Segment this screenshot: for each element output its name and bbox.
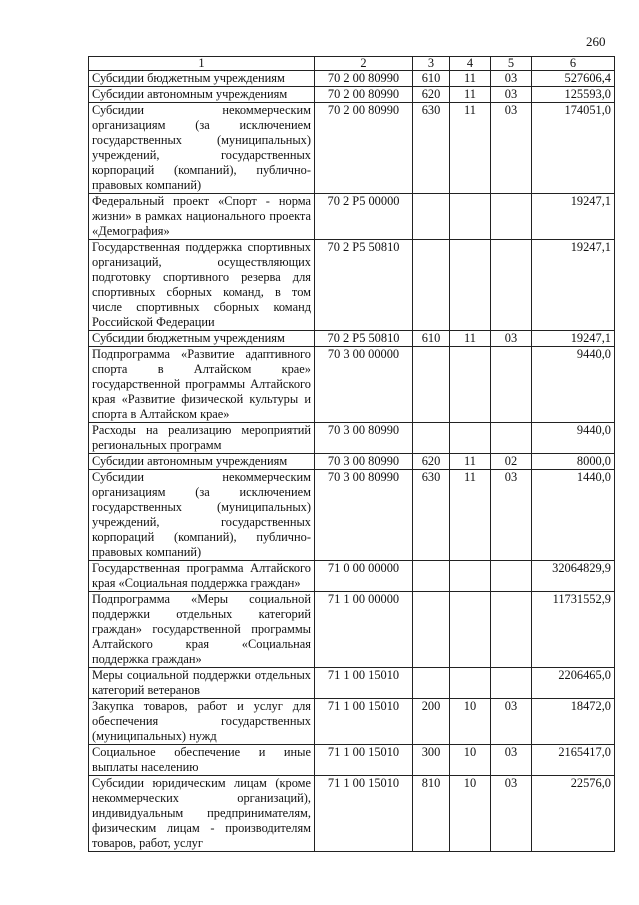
table-header-row [89, 57, 615, 71]
row-col4-cell: 10 [450, 745, 491, 776]
table-row [89, 454, 615, 470]
row-amount-cell: 2165417,0 [532, 745, 615, 776]
row-name-cell: Субсидии бюджетным учреждениям [89, 331, 315, 347]
row-code-cell: 70 2 P5 50810 [315, 240, 413, 331]
row-col4-cell [450, 423, 491, 454]
row-name-cell: Субсидии бюджетным учреждениям [89, 71, 315, 87]
table-row [89, 423, 615, 454]
row-amount-cell: 9440,0 [532, 423, 615, 454]
row-col4-cell: 11 [450, 71, 491, 87]
row-amount-cell: 19247,1 [532, 240, 615, 331]
row-col4-cell [450, 240, 491, 331]
row-name-cell: Субсидии юридическим лицам (кроме некоммерческих организаций), индивидуальным предпринимателям, физическим лицам - производителям товаров, работ, услуг [89, 776, 315, 852]
row-code-cell: 70 2 00 80990 [315, 71, 413, 87]
row-col4-cell [450, 347, 491, 423]
row-col5-cell [491, 347, 532, 423]
row-code-cell: 70 2 P5 00000 [315, 194, 413, 240]
row-col3-cell [413, 240, 450, 331]
row-code-cell: 70 2 P5 50810 [315, 331, 413, 347]
row-code-cell: 70 2 00 80990 [315, 87, 413, 103]
row-col4-cell [450, 668, 491, 699]
table-row [89, 745, 615, 776]
row-name-cell: Субсидии автономным учреждениям [89, 87, 315, 103]
page-number: 260 [586, 34, 606, 49]
row-code-cell: 70 3 00 80990 [315, 454, 413, 470]
row-col5-cell: 03 [491, 87, 532, 103]
row-amount-cell: 174051,0 [532, 103, 615, 194]
row-col3-cell [413, 592, 450, 668]
row-name-cell: Субсидии автономным учреждениям [89, 454, 315, 470]
row-name-cell: Подпрограмма «Развитие адаптивного спорта в Алтайском крае» государственной программы Алтайского края «Развитие физической культуры и спорта в Алтайском крае» [89, 347, 315, 423]
row-col5-cell: 03 [491, 331, 532, 347]
row-col5-cell [491, 423, 532, 454]
table-row [89, 668, 615, 699]
row-name-cell: Субсидии некоммерческим организациям (за исключением государственных (муниципальных) учреждений, государственных корпораций (компаний), публично-правовых компаний) [89, 470, 315, 561]
row-code-cell: 71 1 00 00000 [315, 592, 413, 668]
row-code-cell: 70 2 00 80990 [315, 103, 413, 194]
row-col3-cell [413, 347, 450, 423]
row-col4-cell: 11 [450, 331, 491, 347]
row-col3-cell [413, 561, 450, 592]
row-col5-cell: 03 [491, 470, 532, 561]
row-amount-cell: 32064829,9 [532, 561, 615, 592]
column-header: 1 [89, 57, 315, 71]
row-col4-cell: 11 [450, 454, 491, 470]
row-name-cell: Государственная поддержка спортивных организаций, осуществляющих подготовку спортивного резерва для спортивных сборных команд, в том числе спортивных сборных команд Российской Федерации [89, 240, 315, 331]
row-col4-cell: 10 [450, 776, 491, 852]
row-code-cell: 71 1 00 15010 [315, 745, 413, 776]
row-col5-cell [491, 240, 532, 331]
row-amount-cell: 1440,0 [532, 470, 615, 561]
row-name-cell: Расходы на реализацию мероприятий региональных программ [89, 423, 315, 454]
row-code-cell: 70 3 00 80990 [315, 470, 413, 561]
row-col5-cell [491, 592, 532, 668]
row-code-cell: 70 3 00 80990 [315, 423, 413, 454]
row-col3-cell: 610 [413, 331, 450, 347]
budget-table [88, 56, 615, 852]
row-col5-cell: 03 [491, 745, 532, 776]
row-col5-cell: 03 [491, 699, 532, 745]
table-row [89, 776, 615, 852]
row-amount-cell: 19247,1 [532, 331, 615, 347]
row-col5-cell [491, 561, 532, 592]
row-col4-cell [450, 561, 491, 592]
row-col3-cell [413, 194, 450, 240]
row-code-cell: 71 1 00 15010 [315, 776, 413, 852]
table-row [89, 71, 615, 87]
row-col4-cell [450, 194, 491, 240]
row-code-cell: 71 1 00 15010 [315, 668, 413, 699]
row-code-cell: 70 3 00 00000 [315, 347, 413, 423]
row-col3-cell [413, 668, 450, 699]
row-col5-cell [491, 194, 532, 240]
row-col4-cell: 11 [450, 103, 491, 194]
row-col3-cell: 300 [413, 745, 450, 776]
row-col5-cell: 02 [491, 454, 532, 470]
row-amount-cell: 11731552,9 [532, 592, 615, 668]
row-col5-cell: 03 [491, 776, 532, 852]
table-row [89, 87, 615, 103]
row-col4-cell [450, 592, 491, 668]
row-name-cell: Социальное обеспечение и иные выплаты населению [89, 745, 315, 776]
row-col3-cell: 620 [413, 87, 450, 103]
row-amount-cell: 9440,0 [532, 347, 615, 423]
table-row [89, 561, 615, 592]
table-row [89, 347, 615, 423]
row-col3-cell: 630 [413, 103, 450, 194]
column-header: 6 [532, 57, 615, 71]
table-row [89, 592, 615, 668]
column-header: 3 [413, 57, 450, 71]
table-row [89, 331, 615, 347]
row-amount-cell: 18472,0 [532, 699, 615, 745]
row-amount-cell: 22576,0 [532, 776, 615, 852]
row-name-cell: Подпрограмма «Меры социальной поддержки отдельных категорий граждан» государственной программы Алтайского края «Социальная поддержка граждан» [89, 592, 315, 668]
row-col5-cell [491, 668, 532, 699]
row-col3-cell: 630 [413, 470, 450, 561]
row-col3-cell: 610 [413, 71, 450, 87]
row-amount-cell: 8000,0 [532, 454, 615, 470]
row-col5-cell: 03 [491, 71, 532, 87]
row-col4-cell: 10 [450, 699, 491, 745]
table-row [89, 103, 615, 194]
row-code-cell: 71 1 00 15010 [315, 699, 413, 745]
row-col4-cell: 11 [450, 87, 491, 103]
table-row [89, 194, 615, 240]
row-name-cell: Меры социальной поддержки отдельных категорий ветеранов [89, 668, 315, 699]
row-col4-cell: 11 [450, 470, 491, 561]
row-name-cell: Государственная программа Алтайского края «Социальная поддержка граждан» [89, 561, 315, 592]
row-name-cell: Закупка товаров, работ и услуг для обеспечения государственных (муниципальных) нужд [89, 699, 315, 745]
row-amount-cell: 527606,4 [532, 71, 615, 87]
column-header: 2 [315, 57, 413, 71]
row-amount-cell: 2206465,0 [532, 668, 615, 699]
row-name-cell: Федеральный проект «Спорт - норма жизни» в рамках национального проекта «Демография» [89, 194, 315, 240]
table-row [89, 240, 615, 331]
table-row [89, 699, 615, 745]
row-name-cell: Субсидии некоммерческим организациям (за исключением государственных (муниципальных) учреждений, государственных корпораций (компаний), публично-правовых компаний) [89, 103, 315, 194]
row-col5-cell: 03 [491, 103, 532, 194]
column-header: 4 [450, 57, 491, 71]
row-amount-cell: 19247,1 [532, 194, 615, 240]
row-amount-cell: 125593,0 [532, 87, 615, 103]
row-col3-cell: 810 [413, 776, 450, 852]
table-row [89, 470, 615, 561]
row-col3-cell: 200 [413, 699, 450, 745]
row-code-cell: 71 0 00 00000 [315, 561, 413, 592]
table-body [89, 71, 615, 852]
column-header: 5 [491, 57, 532, 71]
row-col3-cell [413, 423, 450, 454]
row-col3-cell: 620 [413, 454, 450, 470]
